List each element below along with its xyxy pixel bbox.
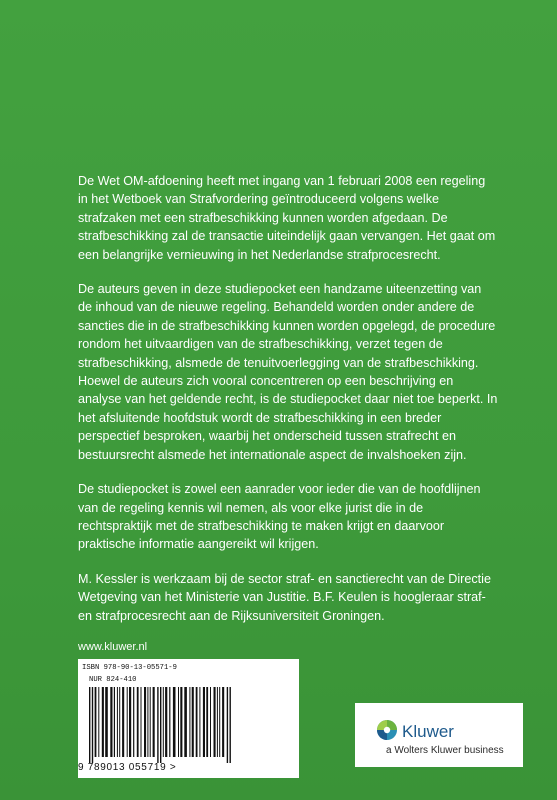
barcode-label	[78, 659, 299, 778]
blurb-text	[78, 172, 498, 641]
publisher-logo	[355, 703, 523, 767]
kluwer-logo-icon	[376, 719, 398, 741]
publisher-name: Kluwer	[402, 722, 454, 741]
paragraph-intro: De Wet OM-afdoening heeft met ingang van 1 februari 2008 een regeling in het Wetboek van Strafvordering geïntroduceerd volgens welke strafzaken met een strafbeschikking kunnen worden afgedaan. De strafbeschikking zal de transactie uiteindelijk gaan vervangen. Het gaat om een belangrijke vernieuwing in het Nederlandse strafprocesrecht.	[78, 174, 496, 262]
barcode-bars	[87, 687, 290, 763]
publisher-url: www.kluwer.nl	[78, 641, 148, 653]
paragraph-authors: M. Kessler is werkzaam bij de sector straf- en sanctierecht van de Directie Wetgeving van het Ministerie van Justitie. B.F. Keulen is hoogleraar straf- en strafprocesrecht aan de Rijksuniversiteit Groningen.	[78, 571, 491, 623]
paragraph-contents: De auteurs geven in deze studiepocket een handzame uiteenzetting van de inhoud van de nieuwe regeling. Behandeld worden onder andere de sancties die in de strafbeschikking kunnen worden opgelegd, de procedure rondom het uitvaardigen van de strafbeschikking, verzet tegen de strafbeschikking, alsmede de tenuitvoerlegging van de strafbeschikking. Hoewel de auteurs zich vooral concentreren op een beschrijving en analyse van het geldende recht, is de studiepocket daar niet toe beperkt. In het afsluitende hoofdstuk wordt de strafbeschikking in een breder perspectief besproken, waarbij het onderscheid tussen strafrecht en bestuursrecht alsmede het internationale aspect de invalshoeken zijn.	[78, 282, 498, 462]
publisher-tagline: a Wolters Kluwer business	[386, 745, 504, 756]
paragraph-audience: De studiepocket is zowel een aanrader voor ieder die van de hoofdlijnen van de regeling kennis wil nemen, als voor elke jurist die in de rechtspraktijk met de strafbeschikking te maken krijgt en daarvoor praktische informatie aangereikt wil krijgen.	[78, 482, 481, 552]
isbn-text: ISBN 978-90-13-05571-9	[82, 664, 177, 672]
nur-text: NUR 824-410	[89, 676, 137, 684]
barcode-digits: 9 789013 055719 >	[78, 762, 177, 773]
